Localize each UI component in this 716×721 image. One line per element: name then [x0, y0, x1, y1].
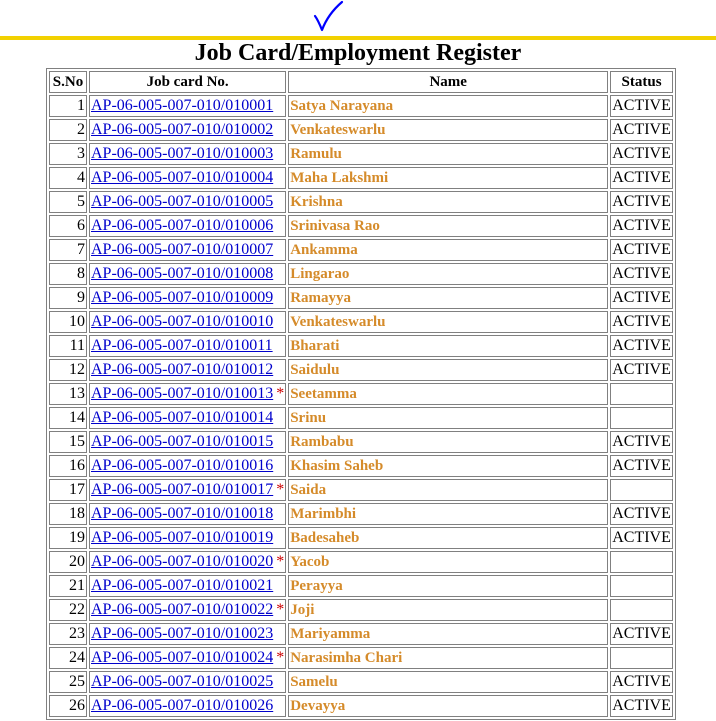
table-row — [49, 215, 673, 237]
row-sno: 20 — [49, 551, 87, 573]
table-row — [49, 359, 673, 381]
row-status: ACTIVE — [610, 527, 673, 549]
row-job-card-cell — [89, 599, 286, 621]
row-name: Perayya — [288, 575, 608, 597]
row-job-card-cell — [89, 575, 286, 597]
check-mark-icon — [312, 0, 344, 34]
row-sno: 6 — [49, 215, 87, 237]
table-row — [49, 527, 673, 549]
row-job-card-cell — [89, 263, 286, 285]
row-status: ACTIVE — [610, 311, 673, 333]
table-row — [49, 431, 673, 453]
job-card-link[interactable]: AP-06-005-007-010/010018 — [91, 505, 274, 522]
row-sno: 5 — [49, 191, 87, 213]
row-status: ACTIVE — [610, 431, 673, 453]
row-job-card-cell — [89, 479, 286, 501]
table-row — [49, 191, 673, 213]
table-row — [49, 287, 673, 309]
table-row — [49, 119, 673, 141]
row-sno: 26 — [49, 695, 87, 717]
row-status — [610, 599, 673, 621]
row-name: Bharati — [288, 335, 608, 357]
row-sno: 12 — [49, 359, 87, 381]
row-status: ACTIVE — [610, 359, 673, 381]
row-name: Krishna — [288, 191, 608, 213]
row-job-card-cell — [89, 335, 286, 357]
row-job-card-cell — [89, 623, 286, 645]
table-row — [49, 239, 673, 261]
row-job-card-cell — [89, 167, 286, 189]
row-job-card-cell — [89, 383, 286, 405]
job-card-link[interactable]: AP-06-005-007-010/010023 — [91, 625, 274, 642]
table-row — [49, 335, 673, 357]
job-card-link[interactable]: AP-06-005-007-010/010022 — [91, 601, 274, 618]
row-status: ACTIVE — [610, 287, 673, 309]
row-name: Ramulu — [288, 143, 608, 165]
job-card-link[interactable]: AP-06-005-007-010/010002 — [91, 121, 274, 138]
row-status: ACTIVE — [610, 95, 673, 117]
job-card-link[interactable]: AP-06-005-007-010/010004 — [91, 169, 274, 186]
table-row — [49, 599, 673, 621]
row-job-card-cell — [89, 215, 286, 237]
job-card-link[interactable]: AP-06-005-007-010/010014 — [91, 409, 274, 426]
row-job-card-cell — [89, 311, 286, 333]
row-job-card-cell — [89, 527, 286, 549]
table-row — [49, 551, 673, 573]
row-name: Saida — [288, 479, 608, 501]
job-card-link[interactable]: AP-06-005-007-010/010021 — [91, 577, 274, 594]
table-row — [49, 407, 673, 429]
table-row — [49, 311, 673, 333]
table-row — [49, 575, 673, 597]
table-row — [49, 647, 673, 669]
row-status — [610, 575, 673, 597]
row-name: Khasim Saheb — [288, 455, 608, 477]
row-status: ACTIVE — [610, 215, 673, 237]
row-job-card-cell — [89, 551, 286, 573]
row-sno: 19 — [49, 527, 87, 549]
row-sno: 1 — [49, 95, 87, 117]
flag-star-icon: * — [276, 553, 285, 570]
row-status: ACTIVE — [610, 455, 673, 477]
row-sno: 4 — [49, 167, 87, 189]
row-status: ACTIVE — [610, 335, 673, 357]
row-name: Narasimha Chari — [288, 647, 608, 669]
job-card-link[interactable]: AP-06-005-007-010/010012 — [91, 361, 274, 378]
row-sno: 7 — [49, 239, 87, 261]
table-body — [49, 95, 673, 717]
table-row — [49, 263, 673, 285]
row-name: Venkateswarlu — [288, 119, 608, 141]
row-status: ACTIVE — [610, 671, 673, 693]
row-job-card-cell — [89, 359, 286, 381]
row-job-card-cell — [89, 671, 286, 693]
job-card-link[interactable]: AP-06-005-007-010/010013 — [91, 385, 274, 402]
row-name: Devayya — [288, 695, 608, 717]
row-sno: 18 — [49, 503, 87, 525]
row-job-card-cell — [89, 143, 286, 165]
job-card-link[interactable]: AP-06-005-007-010/010001 — [91, 97, 274, 114]
job-card-link[interactable]: AP-06-005-007-010/010006 — [91, 217, 274, 234]
row-status: ACTIVE — [610, 143, 673, 165]
table-row — [49, 143, 673, 165]
row-name: Badesaheb — [288, 527, 608, 549]
row-job-card-cell — [89, 503, 286, 525]
row-sno: 23 — [49, 623, 87, 645]
table-row — [49, 455, 673, 477]
row-status: ACTIVE — [610, 119, 673, 141]
row-sno: 11 — [49, 335, 87, 357]
table-row — [49, 95, 673, 117]
row-name: Srinu — [288, 407, 608, 429]
row-name: Venkateswarlu — [288, 311, 608, 333]
header-name: Name — [288, 71, 608, 93]
table-row — [49, 479, 673, 501]
header-job-card: Job card No. — [89, 71, 286, 93]
flag-star-icon: * — [276, 385, 285, 402]
row-sno: 14 — [49, 407, 87, 429]
row-job-card-cell — [89, 407, 286, 429]
row-sno: 3 — [49, 143, 87, 165]
row-status: ACTIVE — [610, 191, 673, 213]
row-job-card-cell — [89, 455, 286, 477]
row-name: Mariyamma — [288, 623, 608, 645]
row-sno: 10 — [49, 311, 87, 333]
row-job-card-cell — [89, 287, 286, 309]
table-row — [49, 503, 673, 525]
row-name: Saidulu — [288, 359, 608, 381]
row-status — [610, 479, 673, 501]
table-row — [49, 623, 673, 645]
flag-star-icon: * — [276, 481, 285, 498]
row-sno: 9 — [49, 287, 87, 309]
table-row — [49, 167, 673, 189]
job-card-link[interactable]: AP-06-005-007-010/010008 — [91, 265, 274, 282]
row-name: Satya Narayana — [288, 95, 608, 117]
row-name: Yacob — [288, 551, 608, 573]
table-row — [49, 671, 673, 693]
row-sno: 16 — [49, 455, 87, 477]
job-card-link[interactable]: AP-06-005-007-010/010020 — [91, 553, 274, 570]
row-job-card-cell — [89, 647, 286, 669]
job-card-link[interactable]: AP-06-005-007-010/010003 — [91, 145, 274, 162]
row-status: ACTIVE — [610, 239, 673, 261]
row-sno: 17 — [49, 479, 87, 501]
table-row — [49, 383, 673, 405]
row-job-card-cell — [89, 95, 286, 117]
row-sno: 2 — [49, 119, 87, 141]
job-card-link[interactable]: AP-06-005-007-010/010017 — [91, 481, 274, 498]
row-name: Samelu — [288, 671, 608, 693]
row-name: Ankamma — [288, 239, 608, 261]
header-sno: S.No — [49, 71, 87, 93]
job-card-link[interactable]: AP-06-005-007-010/010010 — [91, 313, 274, 330]
job-card-link[interactable]: AP-06-005-007-010/010009 — [91, 289, 274, 306]
job-card-link[interactable]: AP-06-005-007-010/010019 — [91, 529, 274, 546]
row-status: ACTIVE — [610, 695, 673, 717]
header-status: Status — [610, 71, 673, 93]
job-card-link[interactable]: AP-06-005-007-010/010025 — [91, 673, 274, 690]
flag-star-icon: * — [276, 649, 285, 666]
row-status: ACTIVE — [610, 503, 673, 525]
job-card-link[interactable]: AP-06-005-007-010/010026 — [91, 697, 274, 714]
page-title: Job Card/Employment Register — [194, 40, 522, 66]
row-status: ACTIVE — [610, 167, 673, 189]
row-name: Seetamma — [288, 383, 608, 405]
row-status — [610, 383, 673, 405]
job-card-link[interactable]: AP-06-005-007-010/010015 — [91, 433, 274, 450]
row-status: ACTIVE — [610, 623, 673, 645]
row-job-card-cell — [89, 191, 286, 213]
register-table — [46, 68, 676, 720]
row-sno: 13 — [49, 383, 87, 405]
table-header-row — [49, 71, 673, 93]
row-name: Rambabu — [288, 431, 608, 453]
row-job-card-cell — [89, 431, 286, 453]
row-name: Marimbhi — [288, 503, 608, 525]
row-job-card-cell — [89, 119, 286, 141]
row-job-card-cell — [89, 239, 286, 261]
job-card-link[interactable]: AP-06-005-007-010/010005 — [91, 193, 274, 210]
row-name: Srinivasa Rao — [288, 215, 608, 237]
row-name: Ramayya — [288, 287, 608, 309]
row-name: Lingarao — [288, 263, 608, 285]
row-job-card-cell — [89, 695, 286, 717]
row-sno: 24 — [49, 647, 87, 669]
row-name: Maha Lakshmi — [288, 167, 608, 189]
row-sno: 21 — [49, 575, 87, 597]
row-sno: 22 — [49, 599, 87, 621]
row-status — [610, 647, 673, 669]
job-card-link[interactable]: AP-06-005-007-010/010016 — [91, 457, 274, 474]
row-status — [610, 551, 673, 573]
row-name: Joji — [288, 599, 608, 621]
table-row — [49, 695, 673, 717]
row-sno: 8 — [49, 263, 87, 285]
row-sno: 15 — [49, 431, 87, 453]
job-card-link[interactable]: AP-06-005-007-010/010024 — [91, 649, 274, 666]
row-status — [610, 407, 673, 429]
row-status: ACTIVE — [610, 263, 673, 285]
row-sno: 25 — [49, 671, 87, 693]
flag-star-icon: * — [276, 601, 285, 618]
job-card-link[interactable]: AP-06-005-007-010/010007 — [91, 241, 274, 258]
job-card-link[interactable]: AP-06-005-007-010/010011 — [91, 337, 273, 354]
